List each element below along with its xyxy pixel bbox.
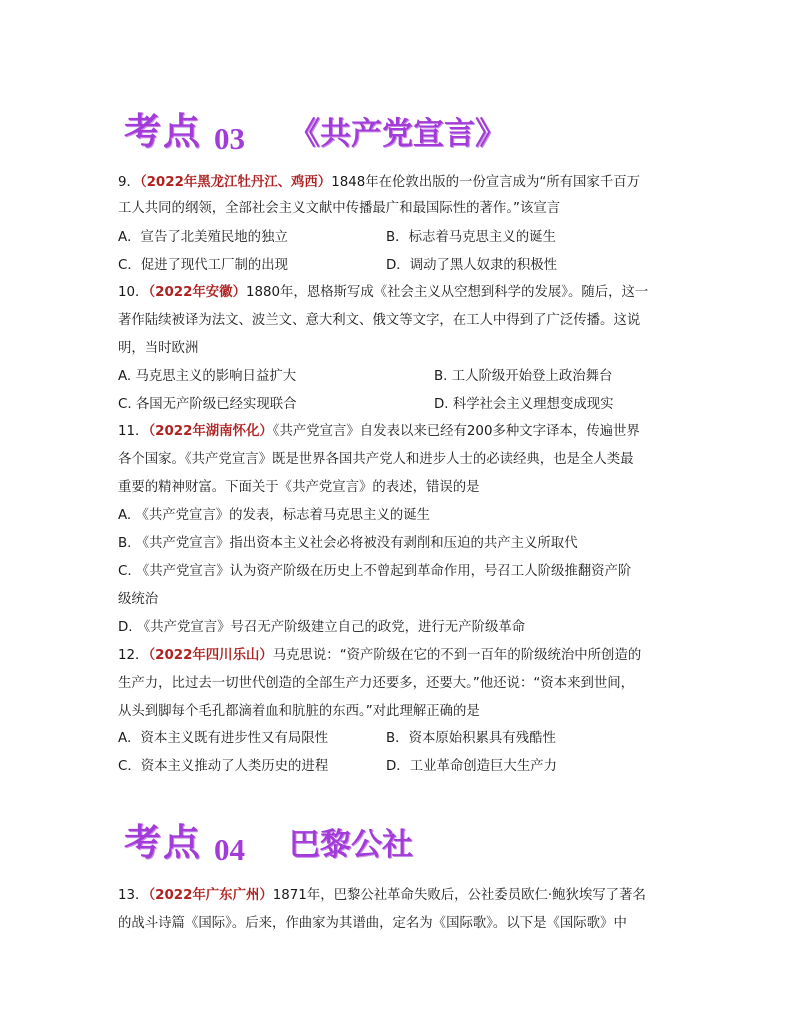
question-11-option-d: D. 《共产党宣言》号召无产阶级建立自己的政党，进行无产阶级革命	[118, 620, 526, 635]
question-source: （2022年安徽）	[148, 285, 246, 300]
question-12-option-b: B．资本原始积累具有残酷性	[386, 731, 556, 746]
question-11-line-2: 各个国家。《共产党宣言》既是世界各国共产党人和进步人士的必读经典，也是全人类最	[118, 452, 634, 467]
question-11-option-c-line-2: 级统治	[118, 592, 159, 607]
question-12-option-d: D．工业革命创造巨大生产力	[386, 759, 557, 774]
question-text: 1871年，巴黎公社革命失败后，公社委员欧仁·鲍狄埃写了著名	[272, 888, 646, 903]
question-number: 9．	[118, 175, 140, 190]
section-number: 03	[214, 121, 245, 156]
question-13-line-2: 的战斗诗篇《国际》。后来，作曲家为其谱曲，定名为《国际歌》。以下是《国际歌》中	[118, 916, 627, 931]
question-10-line-1	[118, 283, 688, 303]
question-12-line-1	[118, 646, 688, 666]
question-text: 1880年，恩格斯写成《社会主义从空想到科学的发展》。随后，这一	[245, 285, 649, 300]
question-13-line-1	[118, 886, 688, 906]
question-number: 13．	[118, 888, 149, 903]
question-9-option-d: D．调动了黑人奴隶的积极性	[386, 258, 557, 273]
section-number: 04	[214, 832, 245, 867]
section-topic: 《共产党宣言》	[289, 116, 506, 152]
question-text: 《共产党宣言》自发表以来已经有200多种文字译本，传遍世界	[272, 424, 640, 439]
question-12-option-a: A．资本主义既有进步性又有局限性	[118, 731, 329, 746]
question-12-line-3: 从头到脚每个毛孔都滴着血和肮脏的东西。”对此理解正确的是	[118, 704, 480, 719]
question-number: 12．	[118, 648, 149, 663]
question-10-option-b: B. 工人阶级开始登上政治舞台	[434, 369, 613, 384]
question-source: （2022年广东广州）	[148, 888, 273, 903]
question-10-option-c: C. 各国无产阶级已经实现联合	[118, 397, 297, 412]
question-9-line-1	[118, 173, 688, 193]
question-12-line-2: 生产力，比过去一切世代创造的全部生产力还要多，还要大。”他还说：“资本来到世间，	[118, 676, 635, 691]
question-text: 马克思说：“资产阶级在它的不到一百年的阶级统治中所创造的	[272, 648, 642, 663]
section-header-04	[124, 807, 413, 867]
question-11-option-a: A. 《共产党宣言》的发表，标志着马克思主义的诞生	[118, 508, 431, 523]
question-source: （2022年黑龙江牡丹江、鸡西）	[139, 175, 332, 190]
question-9-option-c: C．促进了现代工厂制的出现	[118, 258, 289, 273]
question-10-line-2: 著作陆续被译为法文、波兰文、意大利文、俄文等文字，在工人中得到了广泛传播。这说	[118, 313, 641, 328]
question-10-option-a: A. 马克思主义的影响日益扩大	[118, 369, 297, 384]
section-header-03	[124, 96, 506, 156]
question-9-option-b: B．标志着马克思主义的诞生	[386, 230, 556, 245]
section-topic: 巴黎公社	[289, 827, 413, 863]
question-9-option-a: A．宣告了北美殖民地的独立	[118, 230, 288, 245]
question-11-option-c-line-1: C. 《共产党宣言》认为资产阶级在历史上不曾起到革命作用，号召工人阶级推翻资产阶	[118, 564, 632, 579]
section-kaodian-label: 考点	[124, 821, 202, 864]
question-11-line-3: 重要的精神财富。下面关于《共产党宣言》的表述，错误的是	[118, 480, 480, 495]
question-12-option-c: C．资本主义推动了人类历史的进程	[118, 759, 329, 774]
question-9-line-2: 工人共同的纲领，全部社会主义文献中传播最广和最国际性的著作。”该宣言	[118, 201, 561, 216]
question-10-option-d: D. 科学社会主义理想变成现实	[434, 397, 614, 412]
section-kaodian-label: 考点	[124, 110, 202, 153]
question-11-line-1	[118, 422, 688, 442]
question-source: （2022年湖南怀化）	[148, 424, 273, 439]
question-11-option-b: B. 《共产党宣言》指出资本主义社会必将被没有剥削和压迫的共产主义所取代	[118, 536, 578, 551]
question-source: （2022年四川乐山）	[148, 648, 273, 663]
question-10-line-3: 明，当时欧洲	[118, 341, 199, 356]
question-text: 1848年在伦敦出版的一份宣言成为“所有国家千百万	[331, 175, 641, 190]
question-number: 10．	[118, 285, 149, 300]
question-number: 11．	[118, 424, 149, 439]
